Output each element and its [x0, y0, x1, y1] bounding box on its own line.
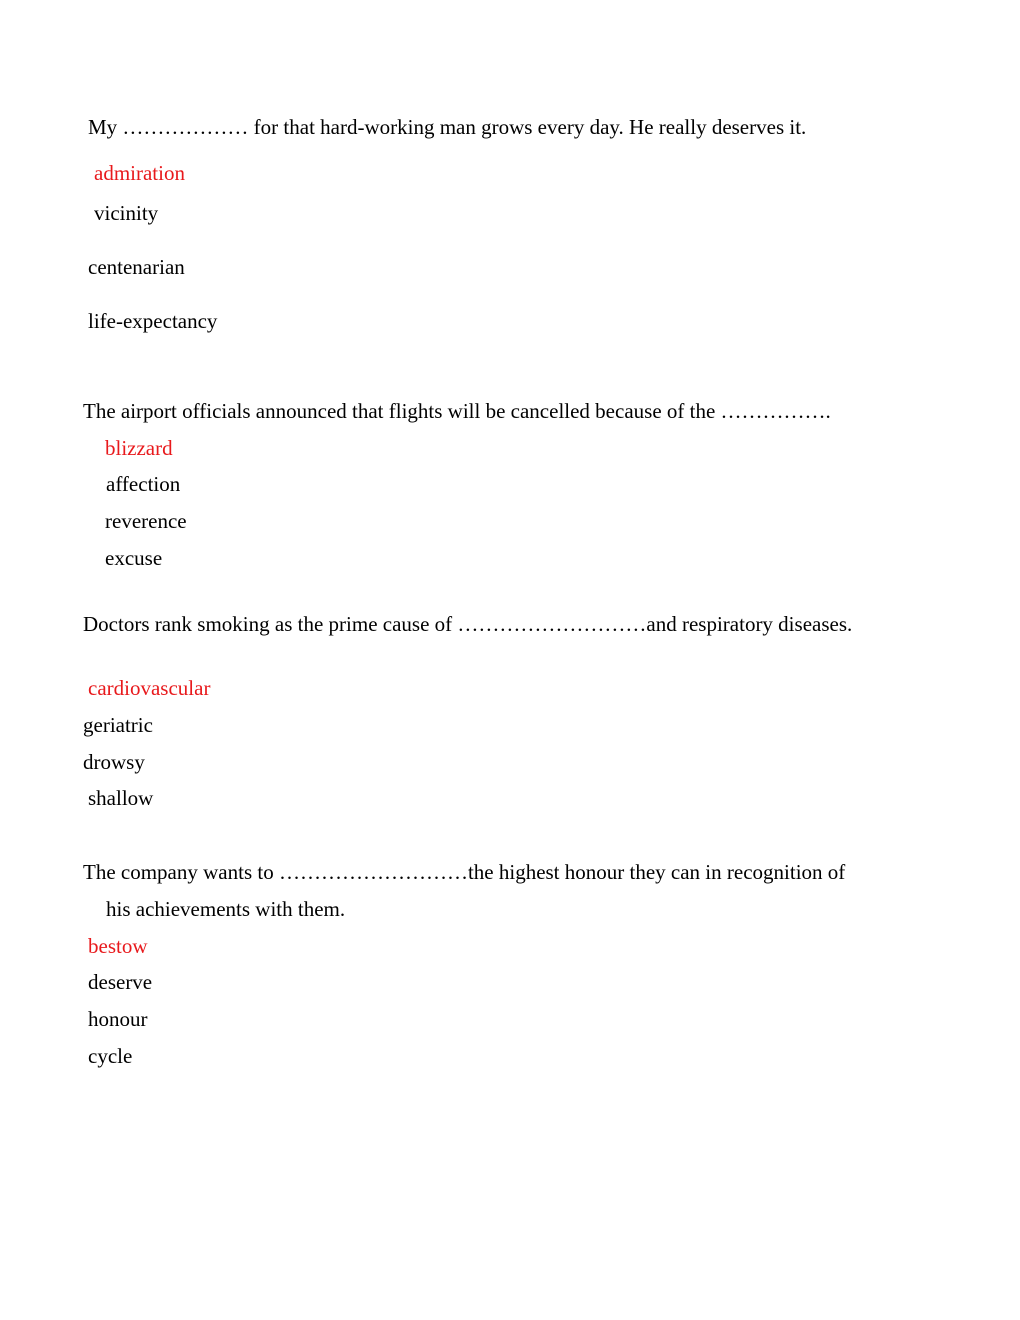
question-1-option-d: life-expectancy: [88, 309, 218, 333]
question-3-option-a-correct: cardiovascular: [88, 676, 211, 700]
question-1-option-a-correct: admiration: [94, 161, 185, 185]
question-2-option-c: reverence: [105, 509, 187, 533]
question-2-option-b: affection: [106, 472, 181, 496]
question-2-option-a-correct: blizzard: [105, 436, 173, 460]
question-4-stem-continued: his achievements with them.: [106, 897, 346, 921]
question-1-stem: My ……………… for that hard-working man grows every day. He really deserves it.: [88, 115, 807, 139]
question-2-stem: The airport officials announced that flights will be cancelled because of the …………….: [83, 399, 831, 423]
question-3-option-b: geriatric: [83, 713, 153, 737]
question-4-stem: The company wants to ………………………the highest honour they can in recognition of: [83, 860, 846, 884]
question-3-option-c: drowsy: [83, 750, 145, 774]
question-3-option-d: shallow: [88, 786, 154, 810]
question-4-option-a-correct: bestow: [88, 934, 148, 958]
question-4-option-d: cycle: [88, 1044, 133, 1068]
question-1-option-b: vicinity: [94, 201, 159, 225]
question-3-stem: Doctors rank smoking as the prime cause of ………………………and respiratory diseases.: [83, 612, 853, 636]
question-4-option-c: honour: [88, 1007, 148, 1031]
question-1-option-c: centenarian: [88, 255, 185, 279]
question-4-option-b: deserve: [88, 970, 153, 994]
question-2-option-d: excuse: [105, 546, 163, 570]
